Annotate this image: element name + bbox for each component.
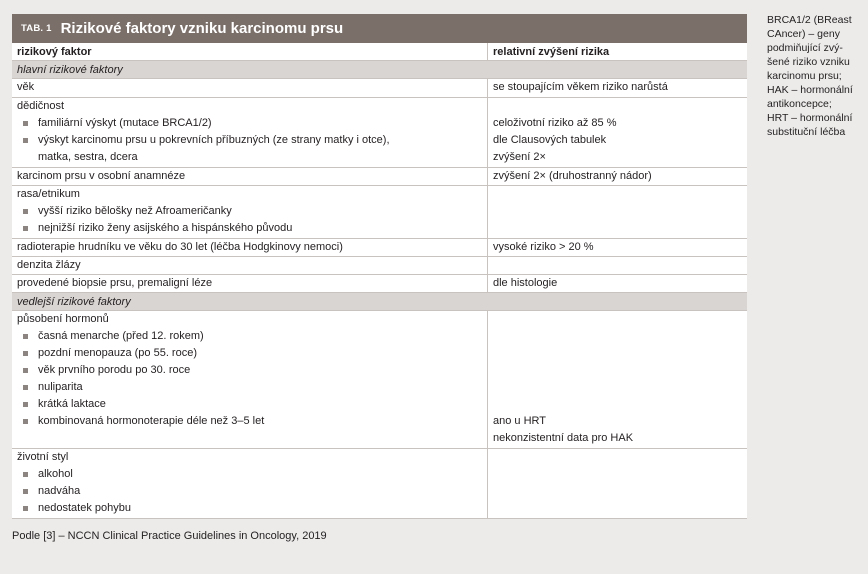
heredity-label: dědičnost (17, 100, 65, 112)
lifestyle-list (17, 466, 482, 517)
list-item: nuliparita (17, 379, 482, 396)
table-body (12, 43, 747, 519)
note-line: substituční léčba (767, 126, 846, 138)
table-title: Rizikové faktory vzniku karcinomu prsu (60, 20, 344, 37)
row-lifestyle-factor (12, 449, 488, 519)
table-row (12, 257, 747, 275)
note-line: HRT – hormonální (767, 112, 853, 124)
table-row (12, 449, 747, 519)
row-race-risk (488, 186, 748, 239)
table-number: TAB. 1 (21, 23, 52, 34)
section-minor (12, 293, 747, 311)
list-item: alkohol (17, 466, 482, 483)
list-item: nadváha (17, 483, 482, 500)
list-item-line: matka, sestra, dcera (38, 151, 138, 163)
risk-line: celoživotní riziko až 85 % (493, 117, 617, 129)
row-hormones-risk (488, 311, 748, 449)
lifestyle-label: životní styl (17, 451, 69, 463)
table-row (12, 168, 747, 186)
header-factor: rizikový faktor (12, 43, 488, 61)
list-item: krátká laktace (17, 396, 482, 413)
row-biopsy-risk: dle histologie (488, 275, 748, 293)
section-main-label: hlavní rizikové faktory (12, 61, 747, 79)
row-density-factor: denzita žlázy (12, 257, 488, 275)
row-biopsy-factor: provedené biopsie prsu, premaligní léze (12, 275, 488, 293)
list-item: časná menarche (před 12. rokem) (17, 328, 482, 345)
header-risk: relativní zvýšení rizika (488, 43, 748, 61)
table-row (12, 186, 747, 239)
risk-factors-table (12, 14, 747, 519)
table-row (12, 275, 747, 293)
row-history-factor: karcinom prsu v osobní anamnéze (12, 168, 488, 186)
table-title-bar (12, 14, 747, 43)
row-density-risk (488, 257, 748, 275)
hormones-list (17, 328, 482, 430)
list-item (17, 132, 482, 166)
hormones-label: působení hormonů (17, 313, 109, 325)
table-row (12, 239, 747, 257)
risk-line: nekonzistentní data pro HAK (493, 432, 634, 444)
abbreviations-note (767, 13, 863, 139)
source-footnote: Podle [3] – NCCN Clinical Practice Guidelines in Oncology, 2019 (12, 530, 327, 542)
heredity-list (17, 115, 482, 166)
table-row (12, 311, 747, 449)
section-main (12, 61, 747, 79)
risk-line: dle Clausových tabulek (493, 134, 607, 146)
row-heredity-risk (488, 98, 748, 168)
table-row (12, 98, 747, 168)
note-line: BRCA1/2 (BReast (767, 14, 852, 26)
list-item: pozdní menopauza (po 55. roce) (17, 345, 482, 362)
row-age-factor: věk (12, 79, 488, 98)
row-lifestyle-risk (488, 449, 748, 519)
note-line: CAncer) – geny (767, 28, 840, 40)
list-item: věk prvního porodu po 30. roce (17, 362, 482, 379)
note-line: šené riziko vzniku (767, 56, 850, 68)
risk-line: zvýšení 2× (493, 151, 546, 163)
note-line: karcinomu prsu; (767, 70, 842, 82)
list-item: familiární výskyt (mutace BRCA1/2) (17, 115, 482, 132)
race-label: rasa/etnikum (17, 188, 80, 200)
risk-line: ano u HRT (493, 415, 546, 427)
row-heredity-factor (12, 98, 488, 168)
section-minor-label: vedlejší rizikové faktory (12, 293, 747, 311)
row-radiotherapy-factor: radioterapie hrudníku ve věku do 30 let (léčba Hodgkinovy nemoci) (12, 239, 488, 257)
row-hormones-factor (12, 311, 488, 449)
row-age-risk: se stoupajícím věkem riziko narůstá (488, 79, 748, 98)
row-history-risk: zvýšení 2× (druhostranný nádor) (488, 168, 748, 186)
table-header-row (12, 43, 747, 61)
table-row (12, 79, 747, 98)
note-line: HAK – hormonální (767, 84, 853, 96)
list-item-line: výskyt karcinomu prsu u pokrevních příbuzných (ze strany matky i otce), (38, 134, 390, 146)
row-race-factor (12, 186, 488, 239)
list-item: nedostatek pohybu (17, 500, 482, 517)
row-radiotherapy-risk: vysoké riziko > 20 % (488, 239, 748, 257)
note-line: podmiňující zvý- (767, 42, 843, 54)
list-item: vyšší riziko bělošky než Afroameričanky (17, 203, 482, 220)
race-list (17, 203, 482, 237)
list-item: kombinovaná hormonoterapie déle než 3–5 let (17, 413, 482, 430)
list-item: nejnižší riziko ženy asijského a hispánského původu (17, 220, 482, 237)
note-line: antikoncepce; (767, 98, 832, 110)
